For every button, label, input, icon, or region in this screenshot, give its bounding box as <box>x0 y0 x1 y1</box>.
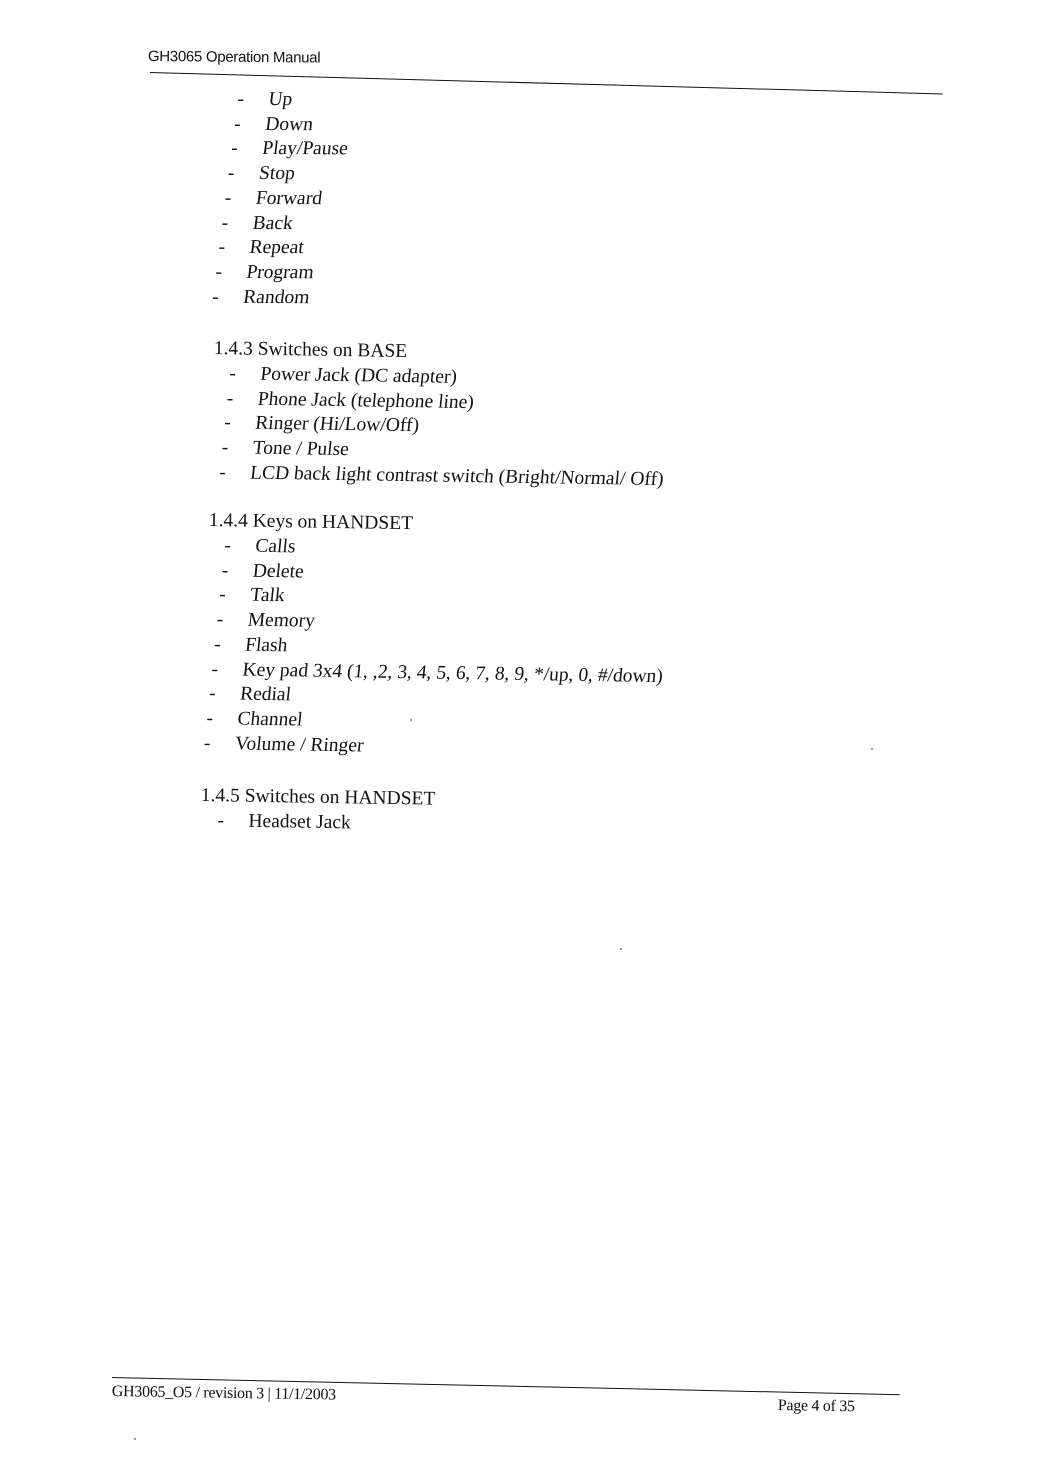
bullet-dash: - <box>218 584 227 606</box>
scan-speck <box>410 719 412 721</box>
list-item <box>226 162 346 187</box>
list-item <box>217 809 435 837</box>
section-switches-base <box>212 337 676 492</box>
list-item-label: Random <box>242 286 311 308</box>
list-item-label: Play/Pause <box>260 138 350 160</box>
list-item <box>217 236 337 261</box>
list-item-label: Forward <box>254 187 324 210</box>
bullet-dash: - <box>225 387 235 409</box>
list-item-label: Tone / Pulse <box>251 437 350 460</box>
list-item <box>236 88 356 113</box>
bullet-dash: - <box>226 162 236 184</box>
list-item <box>220 211 340 236</box>
bullet-dash: - <box>236 88 246 110</box>
bullet-dash: - <box>220 559 230 581</box>
switches-handset-list <box>217 809 435 837</box>
bullet-dash: - <box>233 113 243 135</box>
section-switches-handset <box>200 784 435 837</box>
list-item <box>211 286 331 311</box>
bullet-dash: - <box>213 633 222 655</box>
bullet-dash: - <box>220 436 230 459</box>
list-item-label: Down <box>264 113 315 135</box>
scan-speck <box>134 1438 136 1440</box>
scan-speck <box>871 748 873 750</box>
section-transport-keys <box>211 88 356 311</box>
bullet-dash: - <box>217 809 225 832</box>
list-item-label: Phone Jack (telephone line) <box>256 388 475 413</box>
footer-doc-ref: GH3065_O5 / revision 3 | 11/1/2003 <box>111 1383 336 1404</box>
bullet-dash: - <box>223 412 232 434</box>
list-item-label: Headset Jack <box>248 810 351 834</box>
list-item-label: Flash <box>244 634 289 656</box>
bullet-dash: - <box>215 608 225 631</box>
bullet-dash: - <box>223 534 233 557</box>
header-title: GH3065 Operation Manual <box>147 48 321 67</box>
bullet-dash: - <box>223 187 233 209</box>
section-heading: 1.4.3 Switches on BASE <box>213 337 408 363</box>
list-item-label: Repeat <box>248 237 306 259</box>
bullet-dash: - <box>211 286 221 308</box>
list-item-label: Channel <box>236 708 304 731</box>
list-item-label: Power Jack (DC adapter) <box>259 363 459 388</box>
footer-page-number: Page 4 of 35 <box>777 1397 855 1416</box>
switches-base-list <box>218 362 675 492</box>
transport-key-list <box>211 88 356 311</box>
list-item-label: Stop <box>257 163 297 185</box>
scan-speck <box>620 948 622 950</box>
section-heading: 1.4.5 Switches on HANDSET <box>200 784 436 810</box>
list-item-label: Program <box>245 261 316 284</box>
section-heading: 1.4.4 Keys on HANDSET <box>208 509 414 535</box>
bullet-dash: - <box>228 362 238 385</box>
list-item-label: Key pad 3x4 (1, ,2, 3, 4, 5, 6, 7, 8, 9, */up, 0, #/down) <box>241 658 665 687</box>
list-item-label: LCD back light contrast switch (Bright/Normal/ Off) <box>249 462 665 490</box>
list-item-label: Back <box>251 212 295 234</box>
list-item-label: Talk <box>249 584 286 607</box>
list-item-label: Redial <box>239 683 293 706</box>
keys-handset-list <box>202 534 677 763</box>
list-item-label: Calls <box>254 535 297 558</box>
section-keys-handset <box>202 509 677 763</box>
bullet-dash: - <box>205 707 215 729</box>
list-item-label: Up <box>267 88 294 111</box>
list-item-label: Delete <box>251 560 305 582</box>
bullet-dash: - <box>229 138 240 160</box>
bullet-dash: - <box>210 658 220 680</box>
bullet-dash: - <box>214 261 224 283</box>
bullet-dash: - <box>208 682 217 705</box>
list-item <box>229 137 350 162</box>
bullet-dash: - <box>202 732 212 754</box>
list-item-label: Ringer (Hi/Low/Off) <box>254 412 421 437</box>
bullet-dash: - <box>220 212 230 234</box>
bullet-dash: - <box>218 461 227 483</box>
list-item-label: Memory <box>246 609 317 632</box>
list-item <box>214 261 334 286</box>
list-item <box>223 187 343 212</box>
bullet-dash: - <box>217 237 227 259</box>
list-item <box>233 113 353 138</box>
list-item-label: Volume / Ringer <box>233 732 365 756</box>
